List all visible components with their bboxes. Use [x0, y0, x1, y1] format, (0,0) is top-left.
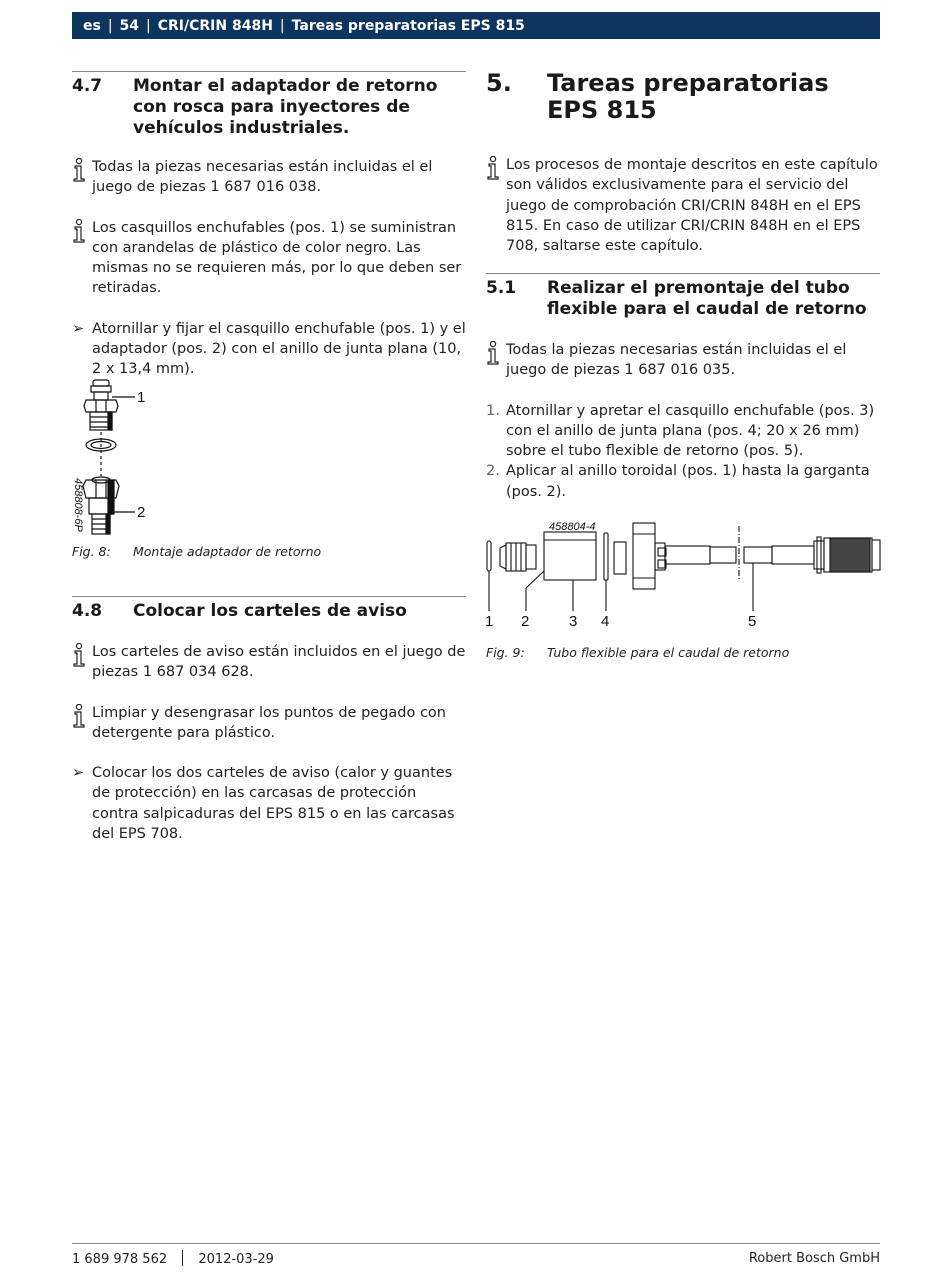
- figure-code: 458804-4: [549, 521, 596, 533]
- arrow-right-icon: ➢: [72, 765, 85, 782]
- step-item: [486, 401, 880, 462]
- figure-9-drawing: [484, 516, 882, 634]
- footer-left: [72, 1250, 274, 1268]
- info-paragraph: [486, 155, 880, 256]
- section-title: Realizar el premontaje del tubo flexible para el caudal de retorno: [547, 278, 867, 319]
- footer-rule: [72, 1243, 880, 1244]
- figure-label-5: 5: [748, 613, 757, 630]
- section-rule: [486, 273, 880, 274]
- header-page-number: 54: [119, 17, 140, 34]
- figure-label-2: 2: [137, 504, 146, 521]
- section-4-7: [72, 71, 466, 380]
- chapter-5: [486, 70, 880, 256]
- info-icon: [72, 157, 92, 198]
- paragraph-text: Limpiar y desengrasar los puntos de pegado con detergente para plástico.: [92, 704, 446, 741]
- step-item: [486, 461, 880, 502]
- paragraph-text: Todas la piezas necesarias están incluidas el el juego de piezas 1 687 016 035.: [506, 342, 847, 379]
- header-lang: es: [83, 17, 101, 34]
- figure-label-1: 1: [137, 389, 146, 406]
- paragraph-text: Los procesos de montaje descritos en este capítulo son válidos exclusivamente para el servicio del juego de comprobación CRI/CRIN 848H en el EPS 815. En caso de utilizar CRI/CRIN 848H en el EPS 708, saltarse este capítulo.: [506, 157, 878, 255]
- action-paragraph: [72, 319, 466, 380]
- section-number: 4.7: [72, 76, 103, 96]
- footer-date: 2012-03-29: [198, 1252, 274, 1267]
- info-icon: [72, 218, 92, 299]
- info-icon: [72, 642, 92, 683]
- figure-label-4: 4: [601, 613, 610, 630]
- paragraph-text: Atornillar y fijar el casquillo enchufable (pos. 1) y el adaptador (pos. 2) con el anillo de junta plana (10, 2 x 13,4 mm).: [92, 320, 466, 378]
- section-heading: [486, 278, 880, 320]
- chapter-heading: [486, 70, 880, 124]
- section-heading: [72, 601, 466, 622]
- info-icon: [486, 155, 506, 256]
- figure-caption: [486, 645, 880, 661]
- info-paragraph: [486, 340, 880, 381]
- header-product: CRI/CRIN 848H: [157, 17, 273, 34]
- paragraph-text: Todas la piezas necesarias están incluidas el el juego de piezas 1 687 016 038.: [92, 159, 433, 196]
- section-number: 5.1: [486, 278, 517, 298]
- info-paragraph: [72, 218, 466, 299]
- info-icon: [486, 340, 506, 381]
- action-paragraph: [72, 763, 466, 844]
- section-4-8: [72, 596, 466, 844]
- figure-label-3: 3: [569, 613, 578, 630]
- paragraph-text: Colocar los dos carteles de aviso (calor y guantes de protección) en las carcasas de protección contra salpicaduras del EPS 815 o en las carcasas del EPS 708.: [92, 765, 455, 843]
- section-number: 4.8: [72, 601, 103, 621]
- step-text: Atornillar y apretar el casquillo enchufable (pos. 3) con el anillo de junta plana (pos. 4; 20 x 26 mm) sobre el tubo flexible de retorno (pos. 5).: [506, 402, 875, 460]
- info-icon: [72, 703, 92, 744]
- figure-caption-text: Montaje adaptador de retorno: [133, 544, 322, 559]
- section-rule: [72, 71, 466, 72]
- figure-9-caption: [486, 645, 880, 661]
- section-title: Montar el adaptador de retorno con rosca para inyectores de vehículos industriales.: [133, 76, 438, 138]
- footer-company: Robert Bosch GmbH: [748, 1251, 880, 1266]
- figure-caption: [72, 544, 466, 560]
- footer-doc-number: 1 689 978 562: [72, 1252, 168, 1267]
- fitting-drawing: [83, 380, 135, 534]
- figure-number: Fig. 8:: [72, 544, 111, 559]
- figure-code: 458808-6P: [72, 478, 84, 532]
- step-number: 2.: [486, 463, 500, 480]
- chapter-title: Tareas preparatorias EPS 815: [547, 69, 829, 124]
- paragraph-text: Los carteles de aviso están incluidos en el juego de piezas 1 687 034 628.: [92, 644, 466, 681]
- section-title: Colocar los carteles de aviso: [133, 601, 407, 621]
- figure-8-caption: [72, 544, 466, 560]
- step-text: Aplicar al anillo toroidal (pos. 1) hasta la garganta (pos. 2).: [506, 463, 870, 500]
- section-rule: [72, 596, 466, 597]
- info-paragraph: [72, 642, 466, 683]
- section-heading: [72, 76, 466, 139]
- page-header: [72, 12, 880, 39]
- info-paragraph: [72, 703, 466, 744]
- section-5-1: [486, 273, 880, 502]
- paragraph-text: Los casquillos enchufables (pos. 1) se suministran con arandelas de plástico de color negro. Las mismas no se requieren más, por lo que deben ser retiradas.: [92, 219, 462, 297]
- hose-assembly-drawing: [487, 523, 880, 611]
- chapter-number: 5.: [486, 69, 512, 97]
- figure-label-2: 2: [521, 613, 530, 630]
- figure-number: Fig. 9:: [486, 645, 525, 660]
- step-number: 1.: [486, 402, 500, 419]
- footer-separator: [182, 1250, 183, 1266]
- arrow-right-icon: ➢: [72, 320, 85, 337]
- header-chapter: Tareas preparatorias EPS 815: [291, 17, 525, 34]
- header-separator: |: [146, 17, 151, 34]
- figure-caption-text: Tubo flexible para el caudal de retorno: [547, 645, 790, 660]
- figure-8-drawing: [72, 376, 162, 541]
- header-separator: |: [107, 17, 113, 34]
- header-separator: |: [279, 17, 285, 34]
- figure-label-1: 1: [485, 613, 494, 630]
- info-paragraph: [72, 157, 466, 198]
